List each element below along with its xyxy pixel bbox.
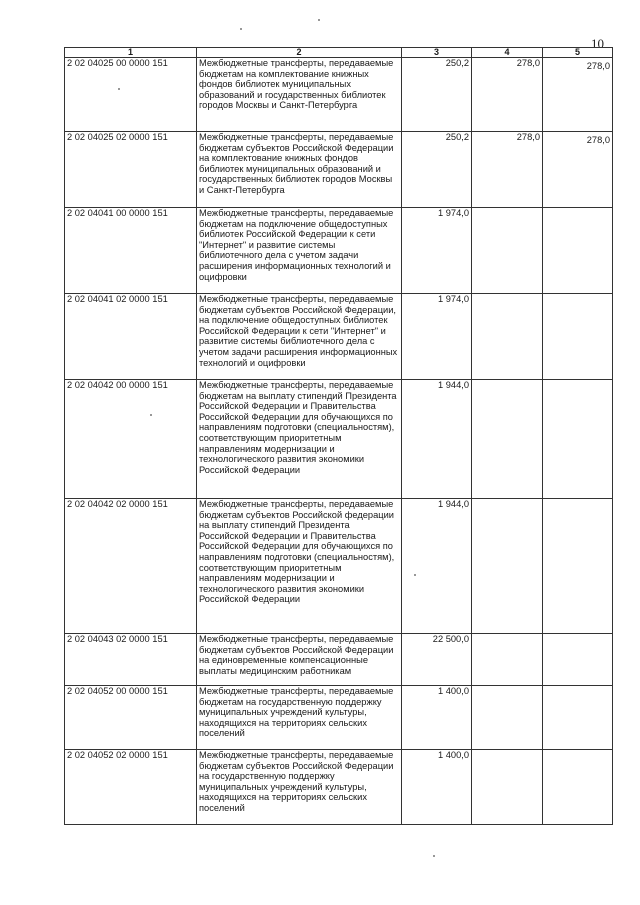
row-value-col3: 250,2: [402, 58, 472, 132]
row-value-col3: 1 944,0: [402, 380, 472, 499]
scan-speck: [433, 855, 435, 857]
row-code: 2 02 04025 02 0000 151: [65, 132, 197, 208]
table-row: [65, 294, 613, 380]
row-description: Межбюджетные трансферты, передаваемые бюджетам на подключение общедоступных библиотек Российской Федерации к сети "Интернет" и развитие системы библиотечного дела с учетом задачи расширения информационных технологий и оцифровки: [197, 208, 402, 294]
table-row: [65, 750, 613, 825]
row-description: Межбюджетные трансферты, передаваемые бюджетам субъектов Российской Федерации на единовременные компенсационные выплаты медицинским работникам: [197, 634, 402, 686]
row-description: Межбюджетные трансферты, передаваемые бюджетам субъектов Российской Федерации, на подключение общедоступных библиотек Российской Федерации к сети "Интернет" и развитие системы библиотечного дела с учетом задачи расширения информационных технологий и оцифровки: [197, 294, 402, 380]
row-value-col3: 22 500,0: [402, 634, 472, 686]
budget-table: [64, 47, 613, 825]
row-value-col4: [472, 294, 543, 380]
row-code: 2 02 04043 02 0000 151: [65, 634, 197, 686]
row-value-col3: 1 974,0: [402, 208, 472, 294]
column-header-1: 1: [65, 48, 197, 58]
scan-speck: [240, 28, 242, 30]
scan-speck: [318, 19, 320, 21]
page-number: 10: [591, 36, 604, 51]
row-value-col4: [472, 686, 543, 750]
row-value-col4: 278,0: [472, 58, 543, 132]
row-value-col3: 1 400,0: [402, 686, 472, 750]
row-value-col3: 1 944,0: [402, 499, 472, 634]
row-value-col5: 278,0: [543, 61, 613, 135]
row-description: Межбюджетные трансферты, передаваемые бюджетам субъектов Российской Федерации на государственную поддержку муниципальных учреждений культуры, находящихся на территориях сельских поселений: [197, 750, 402, 825]
row-value-col5: [543, 208, 613, 294]
row-value-col4: [472, 750, 543, 825]
row-value-col5: 278,0: [543, 135, 613, 211]
column-header-2: 2: [197, 48, 402, 58]
row-value-col3: 250,2: [402, 132, 472, 208]
table-row: [65, 208, 613, 294]
column-header-3: 3: [402, 48, 472, 58]
row-value-col4: [472, 499, 543, 634]
row-code: 2 02 04052 02 0000 151: [65, 750, 197, 825]
column-header-5: 5: [543, 48, 613, 58]
row-code: 2 02 04041 00 0000 151: [65, 208, 197, 294]
row-value-col5: [543, 294, 613, 380]
table-row: [65, 132, 613, 208]
row-value-col5: [543, 634, 613, 686]
row-value-col4: [472, 208, 543, 294]
table-row: [65, 499, 613, 634]
row-code: 2 02 04042 00 0000 151: [65, 380, 197, 499]
row-value-col4: [472, 634, 543, 686]
row-code: 2 02 04042 02 0000 151: [65, 499, 197, 634]
row-value-col4: [472, 380, 543, 499]
row-code: 2 02 04025 00 0000 151: [65, 58, 197, 132]
row-description: Межбюджетные трансферты, передаваемые бюджетам субъектов Российской Федерации на комплектование книжных фондов библиотек муниципальных образований и государственных библиотек городов Москвы и Санкт-Петербурга: [197, 132, 402, 208]
table-row: [65, 380, 613, 499]
table-header-row: [65, 48, 613, 58]
row-value-col5: [543, 499, 613, 634]
row-description: Межбюджетные трансферты, передаваемые бюджетам на комплектование книжных фондов библиотек муниципальных образований и государственных библиотек городов Москвы и Санкт-Петербурга: [197, 58, 402, 132]
table-row: [65, 686, 613, 750]
table-row: [65, 58, 613, 132]
row-code: 2 02 04041 02 0000 151: [65, 294, 197, 380]
row-value-col4: 278,0: [472, 132, 543, 208]
row-description: Межбюджетные трансферты, передаваемые бюджетам субъектов Российской федерации на выплату стипендий Президента Российской Федерации и Правительства Российской Федерации для обучающихся по направлениям подготовки (специальностям), соответствующим приоритетным направлениям модернизации и технологического развития экономики Российской Федерации: [197, 499, 402, 634]
row-code: 2 02 04052 00 0000 151: [65, 686, 197, 750]
row-value-col5: [543, 750, 613, 825]
row-description: Межбюджетные трансферты, передаваемые бюджетам на государственную поддержку муниципальных учреждений культуры, находящихся на территориях сельских поселений: [197, 686, 402, 750]
row-value-col5: [543, 380, 613, 499]
row-value-col5: [543, 686, 613, 750]
row-description: Межбюджетные трансферты, передаваемые бюджетам на выплату стипендий Президента Российской Федерации и Правительства Российской Федерации для обучающихся по направлениям подготовки (специальностям), соответствующим приоритетным направлениям модернизации и технологического развития экономики Российской Федерации: [197, 380, 402, 499]
row-value-col3: 1 974,0: [402, 294, 472, 380]
row-value-col3: 1 400,0: [402, 750, 472, 825]
table-row: [65, 634, 613, 686]
column-header-4: 4: [472, 48, 543, 58]
